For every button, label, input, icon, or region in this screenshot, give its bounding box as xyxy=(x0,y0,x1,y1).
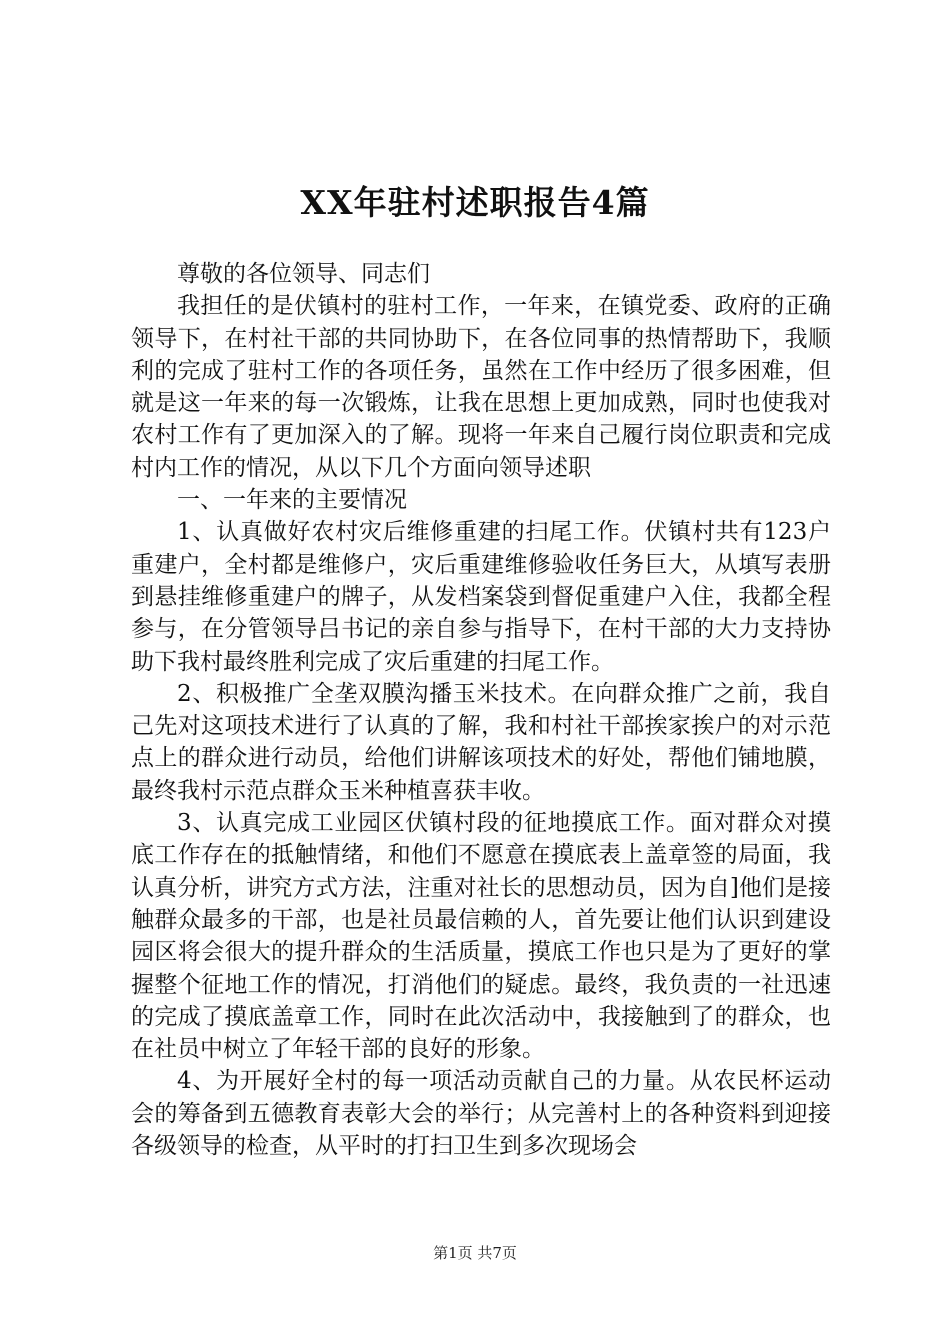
section-heading: 一、一年来的主要情况 xyxy=(177,487,407,514)
body-paragraph: 1、认真做好农村灾后维修重建的扫尾工作。伏镇村共有123户重建户，全村都是维修户，灾后重建维修验收任务巨大，从填写表册到悬挂维修重建户的牌子，从发档案袋到督促重建户入住，我都全程参与，在分管领导吕书记的亲自参与指导下，在村干部的大力支持协助下我村最终胜利完成了灾后重建的扫尾工作。 xyxy=(131,519,831,675)
document-body xyxy=(131,258,831,1162)
body-paragraph: 4、为开展好全村的每一项活动贡献自己的力量。从农民杯运动会的筹备到五德教育表彰大会的举行；从完善村上的各种资料到迎接各级领导的检查，从平时的打扫卫生到多次现场会 xyxy=(131,1068,831,1160)
salutation: 尊敬的各位领导、同志们 xyxy=(177,261,430,287)
body-paragraph: 3、认真完成工业园区伏镇村段的征地摸底工作。面对群众对摸底工作存在的抵触情绪，和他们不愿意在摸底表上盖章签的局面，我认真分析，讲究方式方法，注重对社长的思想动员，因为自]他们是接触群众最多的干部，也是社员最信赖的人，首先要让他们认识到建设园区将会很大的提升群众的生活质量，摸底工作也只是为了更好的掌握整个征地工作的情况，打消他们的疑虑。最终，我负责的一社迅速的完成了摸底盖章工作，同时在此次活动中，我接触到了的群众，也在社员中树立了年轻干部的良好的形象。 xyxy=(131,810,831,1063)
page-footer: 第1页 共7页 xyxy=(433,1244,517,1262)
body-paragraph: 我担任的是伏镇村的驻村工作，一年来，在镇党委、政府的正确领导下，在村社干部的共同协助下，在各位同事的热情帮助下，我顺利的完成了驻村工作的各项任务，虽然在工作中经历了很多困难，但就是这一年来的每一次锻炼，让我在思想上更加成熟，同时也使我对农村工作有了更加深入的了解。现将一年来自己履行岗位职责和完成村内工作的情况，从以下几个方面向领导述职 xyxy=(131,293,831,481)
document-title: XX年驻村述职报告4篇 xyxy=(300,183,650,222)
body-paragraph: 2、积极推广全垄双膜沟播玉米技术。在向群众推广之前，我自己先对这项技术进行了认真的了解，我和村社干部挨家挨户的对示范点上的群众进行动员，给他们讲解该项技术的好处，帮他们铺地膜，最终我村示范点群众玉米种植喜获丰收。 xyxy=(131,680,831,804)
